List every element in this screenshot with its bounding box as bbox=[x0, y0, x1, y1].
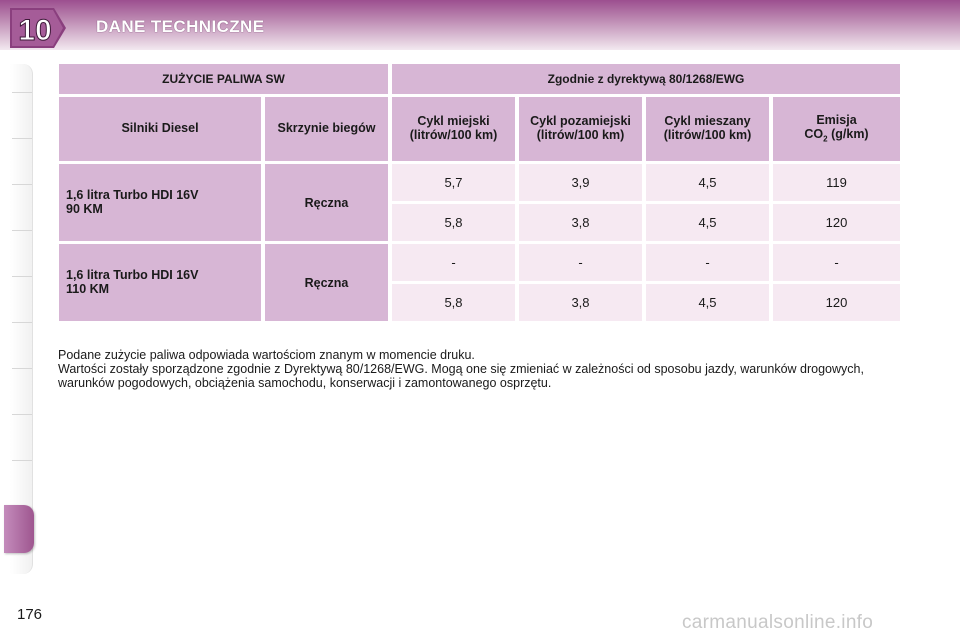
col-header-extra-urban: Cykl pozamiejski (litrów/100 km) bbox=[519, 97, 642, 161]
column-header-row bbox=[59, 97, 900, 161]
emission-value: 120 bbox=[773, 284, 900, 321]
extra-urban-value: 3,9 bbox=[519, 164, 642, 201]
footnote bbox=[58, 348, 918, 390]
table-row bbox=[59, 164, 900, 201]
emission-co: CO bbox=[804, 126, 824, 141]
extra-urban-value: - bbox=[519, 244, 642, 281]
extra-urban-value: 3,8 bbox=[519, 204, 642, 241]
emission-unit: (g/km) bbox=[831, 126, 869, 141]
emission-value: 119 bbox=[773, 164, 900, 201]
chapter-title: DANE TECHNICZNE bbox=[96, 17, 265, 36]
emission-label: Emisja bbox=[816, 112, 857, 127]
combined-value: 4,5 bbox=[646, 284, 769, 321]
table-row bbox=[59, 244, 900, 281]
urban-value: 5,8 bbox=[392, 204, 515, 241]
engine-cell bbox=[59, 164, 261, 241]
chapter-badge bbox=[6, 4, 68, 54]
combined-value: 4,5 bbox=[646, 204, 769, 241]
col-header-urban: Cykl miejski (litrów/100 km) bbox=[392, 97, 515, 161]
directive-header: Zgodnie z dyrektywą 80/1268/EWG bbox=[392, 64, 900, 94]
table-title-row bbox=[59, 64, 900, 94]
extra-urban-value: 3,8 bbox=[519, 284, 642, 321]
gearbox-cell: Ręczna bbox=[265, 164, 388, 241]
watermark: carmanualsonline.info bbox=[682, 612, 874, 633]
page-number: 176 bbox=[17, 606, 43, 623]
engine-power: 110 KM bbox=[66, 281, 110, 296]
emission-value: - bbox=[773, 244, 900, 281]
urban-value: 5,8 bbox=[392, 284, 515, 321]
engine-name: 1,6 litra Turbo HDI 16V bbox=[66, 187, 199, 202]
emission-value: 120 bbox=[773, 204, 900, 241]
footnote-line-2: Wartości zostały sporządzone zgodnie z Dyrektywą 80/1268/EWG. Mogą one się zmieniać w zależności od sposobu jazdy, warunków drogowych, warunków pogodowych, obciążenia samochodu, konserwacji i zamontowanego osprzętu. bbox=[58, 362, 864, 390]
fuel-table-title: ZUŻYCIE PALIWA SW bbox=[59, 64, 388, 94]
urban-value: - bbox=[392, 244, 515, 281]
combined-value: - bbox=[646, 244, 769, 281]
side-tab-dividers bbox=[0, 64, 36, 574]
engine-name: 1,6 litra Turbo HDI 16V bbox=[66, 267, 199, 282]
footnote-line-1: Podane zużycie paliwa odpowiada wartościom znanym w momencie druku. bbox=[58, 348, 475, 362]
chapter-number: 10 bbox=[18, 14, 52, 47]
col-header-combined: Cykl mieszany (litrów/100 km) bbox=[646, 97, 769, 161]
fuel-consumption-table bbox=[55, 61, 904, 324]
col-header-engine: Silniki Diesel bbox=[59, 97, 261, 161]
engine-cell bbox=[59, 244, 261, 321]
col-header-emission bbox=[773, 97, 900, 161]
side-tab-active-chapter[interactable] bbox=[4, 505, 34, 553]
col-header-gearbox: Skrzynie biegów bbox=[265, 97, 388, 161]
gearbox-cell: Ręczna bbox=[265, 244, 388, 321]
emission-subscript: 2 bbox=[823, 134, 828, 144]
engine-power: 90 KM bbox=[66, 201, 103, 216]
urban-value: 5,7 bbox=[392, 164, 515, 201]
combined-value: 4,5 bbox=[646, 164, 769, 201]
